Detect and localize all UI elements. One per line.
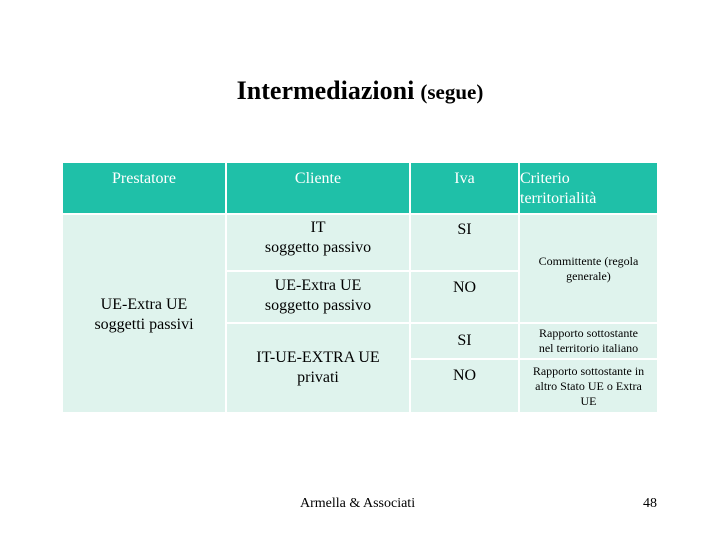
prestatore-cell: UE-Extra UE soggetti passivi	[63, 215, 225, 412]
iva-row-3: SI	[411, 324, 518, 358]
slide-title: Intermediazioni (segue)	[236, 76, 484, 105]
cliente-ue-cell: UE-Extra UE soggetto passivo	[227, 272, 409, 322]
header-iva: Iva	[411, 163, 518, 213]
criterio-general-cell: Committente (regola generale)	[520, 215, 657, 322]
criterio-it-cell: Rapporto sottostante nel territorio italiano	[520, 324, 657, 358]
cliente-it-cell: IT soggetto passivo	[227, 215, 409, 270]
iva-row-4: NO	[411, 360, 518, 412]
header-criterio: Criterio territorialità	[520, 163, 657, 213]
criterio-ue-cell: Rapporto sottostante in altro Stato UE o Extra UE	[520, 360, 657, 412]
title-suffix: (segue)	[420, 80, 484, 104]
header-cliente: Cliente	[227, 163, 409, 213]
iva-row-1: SI	[411, 215, 518, 270]
iva-row-2: NO	[411, 272, 518, 322]
page-number: 48	[643, 496, 657, 511]
header-prestatore: Prestatore	[63, 163, 225, 213]
footer-text: Armella & Associati	[300, 496, 416, 511]
cliente-privati-cell: IT-UE-EXTRA UE privati	[227, 324, 409, 412]
